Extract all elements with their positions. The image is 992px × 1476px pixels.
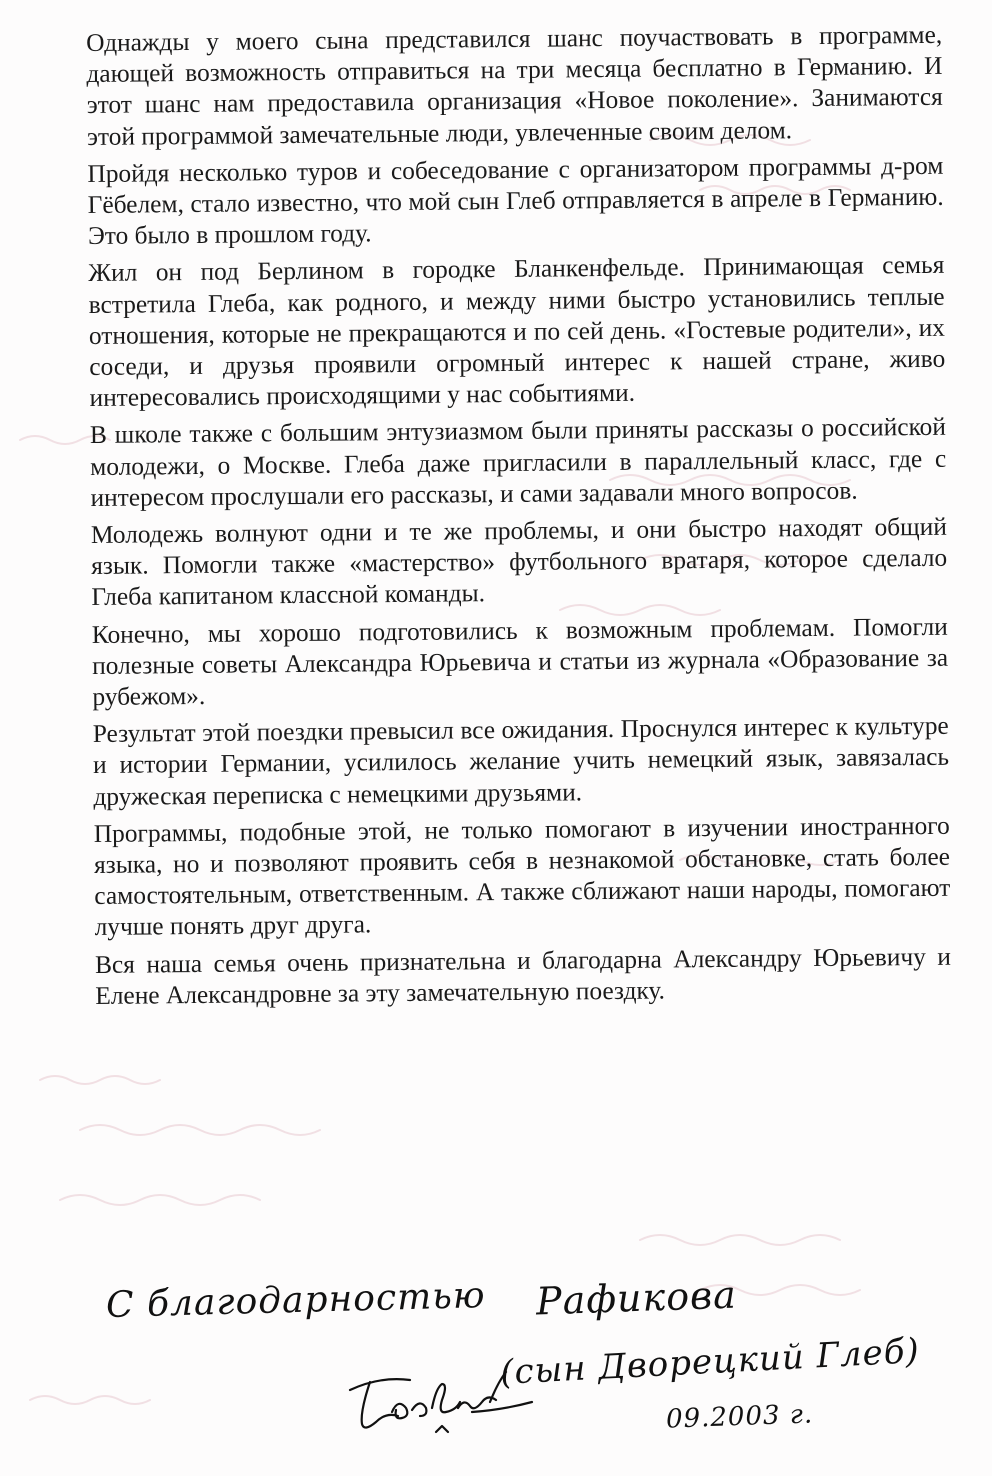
author-note: (сын Дворецкий Глеб) [499,1331,921,1393]
closing-text: С благодарностью [105,1275,486,1326]
paragraph: В школе также с большим энтузиазмом были приняты рассказы о российской молодежи, о Москве. Глеба даже пригласили в параллельный класс, где с интересом прослушали его рассказы, и сами задавали много вопросов. [89,413,947,512]
handwritten-signature [340,1362,560,1442]
paragraph: Молодежь волнуют одни и те же проблемы, и они быстро находят общий язык. Помогли также «мастерство» футбольного вратаря, которое сделало Глеба капитаном классной команды. [90,512,948,612]
signature-date: 09.2003 г. [665,1399,814,1435]
signature-block [100,1262,980,1462]
paragraph: Пройдя несколько туров и собеседование с организатором программы д-ром Гёбелем, стало известно, что мой сын Глеб отправляется в апреле в Германию. Это было в прошлом году. [87,151,944,251]
letter-body [86,20,951,1018]
paragraph: Результат этой поездки превысил все ожидания. Проснулся интерес к культуре и истории Германии, усилилось желание учить немецкий язык, завязалась дружеская переписка с немецкими друзьями. [92,712,950,811]
paragraph: Вся наша семья очень признательна и благодарна Александру Юрьевичу и Елене Александровне за эту замечательную поездку. [94,942,952,1010]
paragraph: Конечно, мы хорошо подготовились к возможным проблемам. Помогли полезные советы Александра Юрьевича и статьи из журнала «Образование за рубежом». [91,612,949,712]
paragraph: Однажды у моего сына представился шанс поучаствовать в программе, дающей возможность отправиться на три месяца бесплатно в Германию. И этот шанс нам предоставила организация «Новое поколение». Занимаются этой программой замечательные люди, увлеченные своим делом. [86,20,943,151]
paragraph: Программы, подобные этой, не только помогают в изучении иностранного языка, но и позволяют проявить себя в незнакомой обстановке, стать более самостоятельным, ответственным. А также сближают наши народы, помогают лучше понять друг друга. [93,811,951,942]
author-name: Рафикова [535,1272,738,1324]
paragraph: Жил он под Берлином в городке Бланкенфельде. Принимающая семья встретила Глеба, как родного, и между ними быстро установились теплые отношения, которые не прекращаются и по сей день. «Гостевые родители», их соседи, и друзья проявили огромный интерес к нашей стране, живо интересовались происходящими у нас событиями. [88,251,946,413]
